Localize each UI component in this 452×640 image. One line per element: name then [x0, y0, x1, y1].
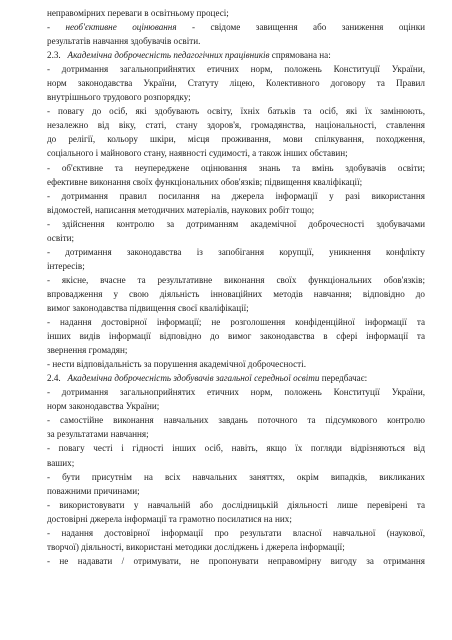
- text-line: [47, 273, 425, 287]
- text-line: [47, 6, 425, 20]
- text-line: [47, 259, 425, 273]
- line-prefix: 2.3.: [47, 50, 68, 61]
- line-text: впровадження у свою діяльність інноваційних методів навчання; відповідно до: [47, 288, 425, 299]
- line-text: спрямована на:: [269, 50, 331, 61]
- text-line: [47, 301, 425, 315]
- line-text: достовірні джерела інформації та грамотно посилатися на них;: [47, 513, 292, 524]
- text-line: [47, 441, 425, 455]
- text-line: [47, 427, 425, 441]
- text-line: [47, 413, 425, 427]
- line-prefix: 2.4.: [47, 373, 68, 384]
- text-line: [47, 231, 425, 245]
- text-line: [47, 217, 425, 231]
- text-line: [47, 62, 425, 76]
- line-text: внутрішнього трудового розпорядку;: [47, 92, 191, 103]
- line-text: - дотримання законодавства із запобігання корупції, уникнення конфлікту: [47, 246, 425, 257]
- line-text: соціального і майнового стану, наявності судимості, а також інших обставин;: [47, 148, 348, 159]
- line-text: результатів навчання здобувачів освіти.: [47, 36, 201, 47]
- text-line: [47, 498, 425, 512]
- text-line: [47, 287, 425, 301]
- text-line: [47, 189, 425, 203]
- line-text: норм законодавства України, Статуту ліцею, Колективного договору та Правил: [47, 78, 425, 89]
- text-line: [47, 118, 425, 132]
- text-line: [47, 540, 425, 554]
- line-prefix: -: [47, 22, 66, 33]
- text-line: [47, 203, 425, 217]
- text-line: [47, 456, 425, 470]
- line-text: за результатами навчання;: [47, 429, 149, 440]
- line-text: ефективне виконання своїх функціональних обов'язків; підвищення кваліфікації;: [47, 176, 363, 187]
- line-text: - бути присутнім на всіх навчальних заняттях, окрім випадків, викликаних: [47, 471, 425, 482]
- text-line: [47, 20, 425, 34]
- line-text: поважними причинами;: [47, 485, 140, 496]
- text-line: [47, 161, 425, 175]
- line-text: - об'єктивне та неупереджене оцінювання знань та вмінь здобувачів освіти;: [47, 162, 425, 173]
- line-text: творчої) діяльності, використані методики досліджень і джерела інформації;: [47, 541, 345, 552]
- text-line: [47, 470, 425, 484]
- line-text: - використовувати у навчальній або дослідницькій діяльності лише перевірені та: [47, 499, 425, 510]
- line-text: освіти;: [47, 232, 75, 243]
- text-line: [47, 329, 425, 343]
- line-text: відомостей, написання методичних матеріалів, наукових робіт тощо;: [47, 204, 315, 215]
- italic-term: Академічна доброчесність педагогічних працівників: [67, 50, 270, 61]
- text-line: [47, 315, 425, 329]
- text-line: [47, 104, 425, 118]
- text-line: [47, 512, 425, 526]
- line-text: інших видів інформації відповідно до вимог законодавства в сфері інформації та: [47, 331, 425, 342]
- document-page: [47, 6, 425, 568]
- text-line: [47, 132, 425, 146]
- line-text: - дотримання правил посилання на джерела інформації у разі використання: [47, 190, 425, 201]
- text-line: [47, 34, 425, 48]
- line-text: - нести відповідальність за порушення академічної доброчесності.: [47, 359, 306, 370]
- text-line: [47, 371, 425, 385]
- line-text: - не надавати / отримувати, не пропонувати неправомірну вигоду за отримання: [47, 555, 425, 566]
- text-line: [47, 484, 425, 498]
- line-text: - дотримання загальноприйнятих етичних норм, положень Конституції України,: [47, 64, 425, 75]
- text-line: [47, 399, 425, 413]
- line-text: - повагу до осіб, які здобувають освіту, їхніх батьків та осіб, які їх замінюють,: [47, 106, 425, 117]
- text-line: [47, 357, 425, 371]
- line-text: - дотримання загальноприйнятих етичних норм, положень Конституції України,: [47, 387, 425, 398]
- italic-term: Академічна доброчесність здобувачів загальної середньої освіти: [67, 373, 320, 384]
- text-line: [47, 245, 425, 259]
- line-text: ваших;: [47, 457, 75, 468]
- text-line: [47, 343, 425, 357]
- text-line: [47, 90, 425, 104]
- line-text: інтересів;: [47, 260, 85, 271]
- line-text: - якісне, вчасне та результативне виконання своїх функціональних обов'язків;: [47, 274, 425, 285]
- line-text: - самостійне виконання навчальних завдань поточного та підсумкового контролю: [47, 415, 425, 426]
- line-text: - повагу честі і гідності інших осіб, навіть, якщо їх погляди відрізняються від: [47, 443, 425, 454]
- text-line: [47, 76, 425, 90]
- line-text: - надання достовірної інформації про результати власної навчальної (наукової,: [47, 527, 425, 538]
- text-line: [47, 48, 425, 62]
- line-text: неправомірних переваги в освітньому процесі;: [47, 8, 229, 18]
- text-line: [47, 175, 425, 189]
- text-line: [47, 526, 425, 540]
- line-text: - свідоме завищення або заниження оцінки: [176, 22, 425, 33]
- line-text: звернення громадян;: [47, 345, 128, 356]
- text-line: [47, 385, 425, 399]
- italic-term: необ'єктивне оцінювання: [65, 22, 177, 33]
- line-text: - здійснення контролю за дотриманням академічної доброчесності здобувачами: [47, 218, 425, 229]
- line-text: - надання достовірної інформації; не розголошення конфіденційної інформації та: [47, 317, 425, 328]
- line-text: передбачає:: [319, 373, 368, 384]
- line-text: незалежно від віку, статі, стану здоров'я, громадянства, національності, ставлення: [47, 120, 425, 131]
- text-line: [47, 146, 425, 160]
- line-text: до релігії, кольору шкіри, місця проживання, мови спілкування, походження,: [47, 134, 425, 145]
- line-text: норм законодавства України;: [47, 401, 160, 412]
- text-line: [47, 554, 425, 568]
- line-text: вимог законодавства підвищення своєї кваліфікації;: [47, 302, 249, 313]
